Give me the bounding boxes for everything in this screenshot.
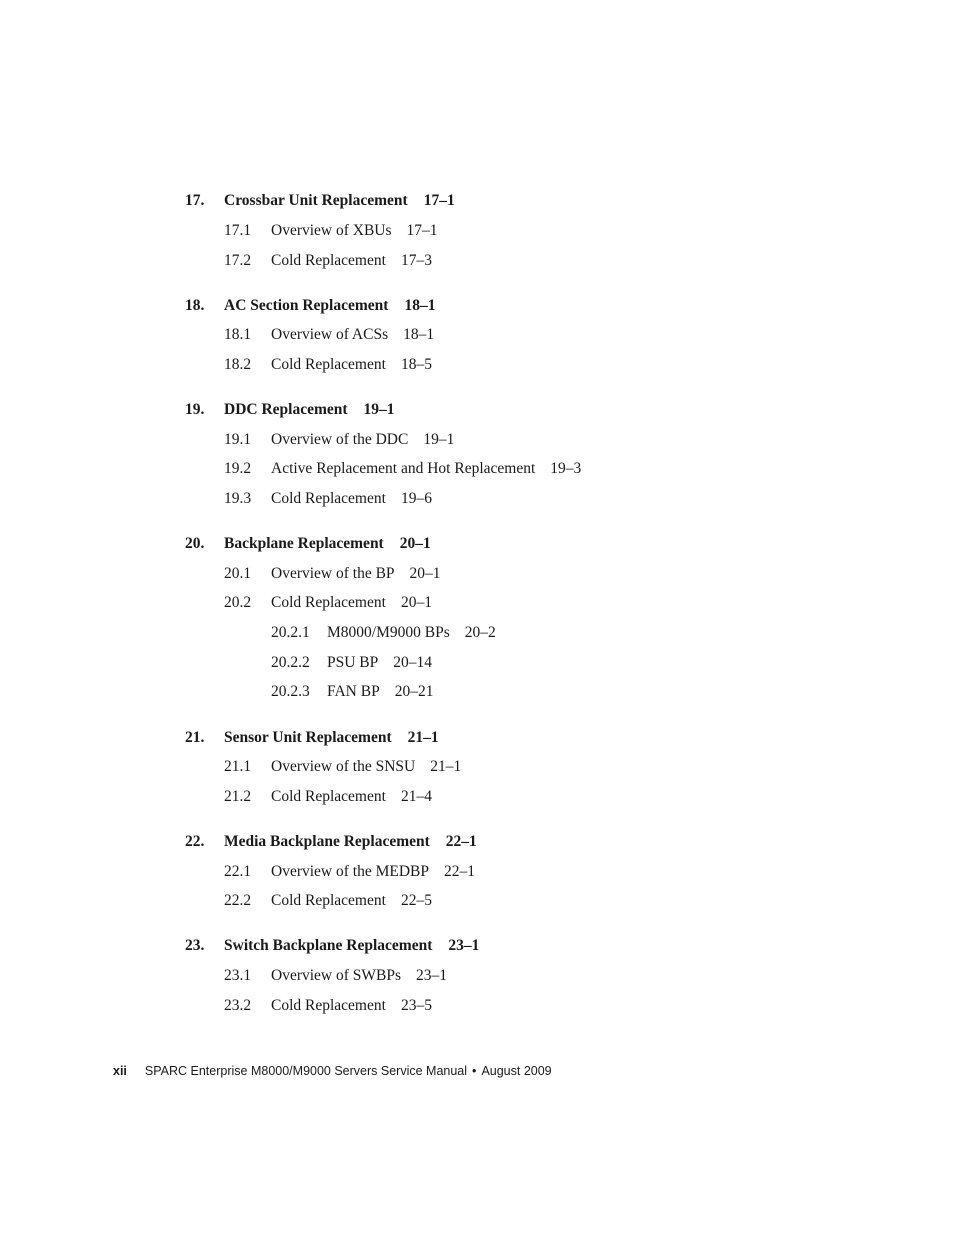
section-page: 19–1 [423, 431, 455, 448]
chapter-title: Switch Backplane Replacement 23–1 [224, 937, 480, 954]
chapter-title: AC Section Replacement 18–1 [224, 297, 436, 314]
section-number: 23.1 [224, 967, 252, 984]
subsection-number: 20.2.2 [271, 654, 310, 671]
section-title: Cold Replacement 21–4 [271, 788, 432, 805]
section-number: 17.1 [224, 222, 252, 239]
chapter-number: 17. [185, 192, 205, 209]
section-page: 19–6 [400, 490, 432, 507]
section-title: Overview of the DDC 19–1 [271, 431, 455, 448]
chapter-number: 19. [185, 401, 205, 418]
subsection-page: 20–21 [394, 683, 434, 700]
subsection-number: 20.2.1 [271, 624, 310, 641]
section-number: 22.2 [224, 892, 252, 909]
section-page: 20–1 [409, 565, 441, 582]
subsection-page: 20–14 [393, 654, 433, 671]
section-title: Cold Replacement 20–1 [271, 594, 432, 611]
section-title: Cold Replacement 18–5 [271, 356, 432, 373]
section-number: 21.2 [224, 788, 252, 805]
footer-bullet: • [472, 1064, 477, 1078]
section-title: Overview of SWBPs 23–1 [271, 967, 448, 984]
section-number: 18.2 [224, 356, 252, 373]
chapter-page: 23–1 [448, 937, 480, 954]
section-title: Cold Replacement 19–6 [271, 490, 432, 507]
chapter-page: 18–1 [404, 297, 436, 314]
footer-date: August 2009 [481, 1064, 552, 1078]
section-number: 20.1 [224, 565, 252, 582]
section-title: Cold Replacement 17–3 [271, 252, 432, 269]
section-page: 23–5 [400, 997, 432, 1014]
chapter-page: 20–1 [399, 535, 431, 552]
section-number: 20.2 [224, 594, 252, 611]
section-page: 21–4 [400, 788, 432, 805]
chapter-number: 20. [185, 535, 205, 552]
chapter-number: 23. [185, 937, 205, 954]
section-page: 22–1 [444, 863, 475, 880]
section-page: 17–3 [400, 252, 432, 269]
chapter-page: 22–1 [445, 833, 477, 850]
section-title: Overview of XBUs 17–1 [271, 222, 438, 239]
section-title: Active Replacement and Hot Replacement 19–3 [271, 460, 582, 477]
section-number: 17.2 [224, 252, 252, 269]
section-page: 17–1 [406, 222, 438, 239]
section-title: Overview of the MEDBP 22–1 [271, 863, 475, 880]
chapter-title: DDC Replacement 19–1 [224, 401, 395, 418]
section-number: 18.1 [224, 326, 252, 343]
section-title: Overview of the SNSU 21–1 [271, 758, 462, 775]
section-page: 23–1 [416, 967, 448, 984]
subsection-title: PSU BP 20–14 [327, 654, 433, 671]
section-title: Cold Replacement 22–5 [271, 892, 432, 909]
subsection-page: 20–2 [464, 624, 496, 641]
section-page: 18–1 [403, 326, 435, 343]
chapter-page: 21–1 [407, 729, 439, 746]
chapter-title: Media Backplane Replacement 22–1 [224, 833, 477, 850]
section-title: Cold Replacement 23–5 [271, 997, 432, 1014]
subsection-title: M8000/M9000 BPs 20–2 [327, 624, 496, 641]
chapter-title: Backplane Replacement 20–1 [224, 535, 431, 552]
section-title: Overview of ACSs 18–1 [271, 326, 435, 343]
section-number: 19.3 [224, 490, 252, 507]
subsection-title: FAN BP 20–21 [327, 683, 434, 700]
section-number: 23.2 [224, 997, 252, 1014]
chapter-number: 18. [185, 297, 205, 314]
footer-book-title: SPARC Enterprise M8000/M9000 Servers Service Manual [144, 1064, 468, 1078]
chapter-page: 17–1 [423, 192, 455, 209]
chapter-title: Crossbar Unit Replacement 17–1 [224, 192, 455, 209]
section-page: 20–1 [400, 594, 432, 611]
chapter-page: 19–1 [363, 401, 395, 418]
section-page: 22–5 [400, 892, 432, 909]
section-number: 19.1 [224, 431, 252, 448]
section-number: 19.2 [224, 460, 252, 477]
section-number: 22.1 [224, 863, 252, 880]
section-title: Overview of the BP 20–1 [271, 565, 441, 582]
section-page: 21–1 [430, 758, 462, 775]
chapter-number: 21. [185, 729, 205, 746]
section-page: 18–5 [400, 356, 432, 373]
page-footer [113, 1064, 552, 1078]
footer-page-number: xii [113, 1064, 127, 1078]
chapter-number: 22. [185, 833, 205, 850]
section-page: 19–3 [550, 460, 582, 477]
chapter-title: Sensor Unit Replacement 21–1 [224, 729, 439, 746]
subsection-number: 20.2.3 [271, 683, 310, 700]
section-number: 21.1 [224, 758, 252, 775]
